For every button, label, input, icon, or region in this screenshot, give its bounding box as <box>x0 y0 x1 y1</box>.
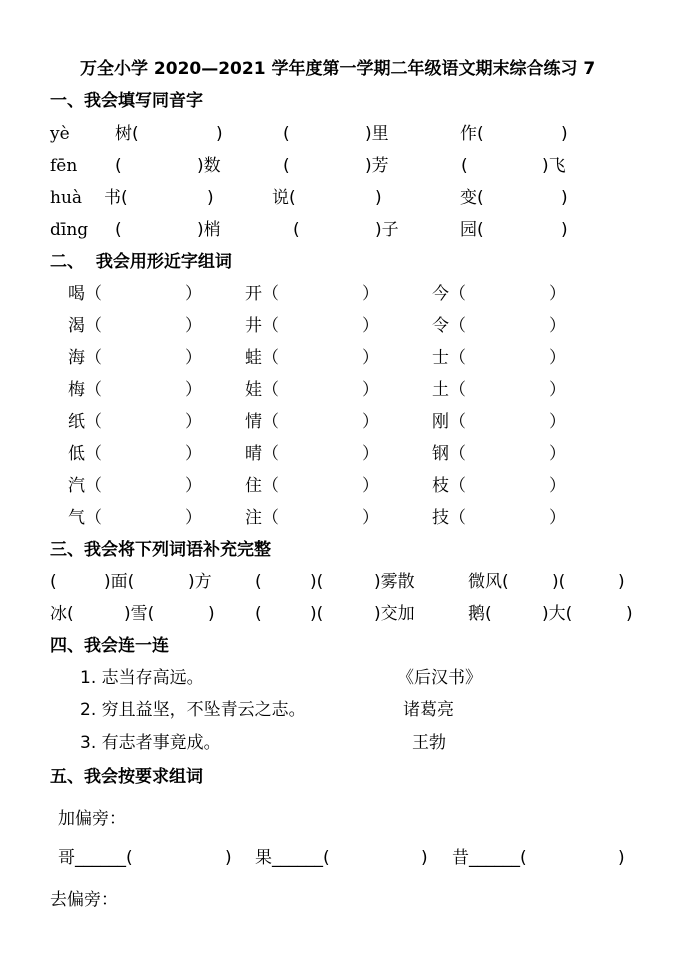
idiom-part: ) <box>626 604 633 624</box>
char-close: ） <box>549 380 566 400</box>
char-close: ） <box>549 316 566 336</box>
char-close: ） <box>185 316 202 336</box>
pinyin: huà <box>50 188 83 208</box>
idiom-part: )交加 <box>374 604 415 624</box>
char-open: 技（ <box>432 508 466 528</box>
word-blank-close: ) <box>618 848 625 868</box>
char-open: 海（ <box>68 348 102 368</box>
quote-item: 3. 有志者事竟成。 <box>80 733 221 753</box>
char-close: ） <box>362 508 379 528</box>
char-open: 枝（ <box>432 476 466 496</box>
char-close: ） <box>549 412 566 432</box>
char-close: ） <box>362 316 379 336</box>
char-close: ） <box>549 444 566 464</box>
idiom-part: ( <box>255 572 262 592</box>
char-open: 喝（ <box>68 284 102 304</box>
char-open: 晴（ <box>245 444 279 464</box>
idiom-part: )( <box>552 572 566 592</box>
pinyin: fēn <box>50 156 78 176</box>
word-open: ( <box>283 124 290 144</box>
add-radical-label: 加偏旁： <box>58 809 126 829</box>
word-blank-close: ) <box>225 848 232 868</box>
char-close: ） <box>185 444 202 464</box>
idiom-part: 冰( <box>50 604 74 624</box>
idiom-part: ) <box>618 572 625 592</box>
source-item: 王勃 <box>412 733 446 753</box>
char-open: 注（ <box>245 508 279 528</box>
char-close: ） <box>185 380 202 400</box>
word-blank-open: 哥______( <box>58 848 133 868</box>
char-close: ） <box>362 348 379 368</box>
word-open: ( <box>115 156 122 176</box>
remove-radical-label: 去偏旁： <box>50 890 118 910</box>
char-open: 开（ <box>245 284 279 304</box>
section-1-heading: 一、我会填写同音字 <box>50 91 203 111</box>
char-open: 梅（ <box>68 380 102 400</box>
char-close: ） <box>362 444 379 464</box>
word-open: 书( <box>104 188 128 208</box>
char-open: 今（ <box>432 284 466 304</box>
word-close: )里 <box>365 124 389 144</box>
quote-item: 1. 志当存高远。 <box>80 668 204 688</box>
char-open: 士（ <box>432 348 466 368</box>
char-open: 井（ <box>245 316 279 336</box>
char-close: ） <box>549 508 566 528</box>
char-close: ） <box>362 380 379 400</box>
idiom-part: )( <box>310 572 324 592</box>
char-open: 蛙（ <box>245 348 279 368</box>
char-open: 令（ <box>432 316 466 336</box>
word-close: ) <box>561 124 568 144</box>
word-close: )飞 <box>542 156 566 176</box>
word-open: 作( <box>460 124 484 144</box>
word-blank-open: 果______( <box>255 848 330 868</box>
word-open: 说( <box>272 188 296 208</box>
word-open: ( <box>461 156 468 176</box>
word-close: ) <box>561 220 568 240</box>
idiom-part: ( <box>50 572 57 592</box>
page-title: 万全小学 2020—2021 学年度第一学期二年级语文期末综合练习 7 <box>80 59 596 79</box>
word-close: )数 <box>197 156 221 176</box>
word-close: )梢 <box>197 220 221 240</box>
char-open: 渴（ <box>68 316 102 336</box>
idiom-part: 鹅( <box>468 604 492 624</box>
idiom-part: 微风( <box>468 572 509 592</box>
source-item: 《后汉书》 <box>397 668 482 688</box>
char-open: 低（ <box>68 444 102 464</box>
pinyin: dīng <box>50 220 89 240</box>
char-close: ） <box>185 508 202 528</box>
quote-item: 2. 穷且益坚，不坠青云之志。 <box>80 700 306 720</box>
idiom-part: )( <box>310 604 324 624</box>
word-open: 树( <box>115 124 139 144</box>
word-open: ( <box>115 220 122 240</box>
char-open: 土（ <box>432 380 466 400</box>
idiom-part: )方 <box>188 572 212 592</box>
pinyin: yè <box>50 124 70 144</box>
char-close: ） <box>185 348 202 368</box>
char-open: 娃（ <box>245 380 279 400</box>
source-item: 诸葛亮 <box>403 700 454 720</box>
idiom-part: )雾散 <box>374 572 415 592</box>
char-open: 刚（ <box>432 412 466 432</box>
char-close: ） <box>549 348 566 368</box>
word-close: ) <box>375 188 382 208</box>
char-open: 情（ <box>245 412 279 432</box>
word-open: ( <box>293 220 300 240</box>
char-open: 纸（ <box>68 412 102 432</box>
idiom-part: )面( <box>104 572 135 592</box>
word-blank-open: 昔______( <box>452 848 527 868</box>
char-close: ） <box>549 476 566 496</box>
char-close: ） <box>362 412 379 432</box>
idiom-part: )雪( <box>124 604 155 624</box>
word-close: ) <box>207 188 214 208</box>
idiom-part: ( <box>255 604 262 624</box>
section-2-heading: 二、 我会用形近字组词 <box>50 252 232 272</box>
section-3-heading: 三、我会将下列词语补充完整 <box>50 540 271 560</box>
char-open: 汽（ <box>68 476 102 496</box>
char-close: ） <box>185 476 202 496</box>
char-close: ） <box>362 284 379 304</box>
char-open: 气（ <box>68 508 102 528</box>
char-open: 住（ <box>245 476 279 496</box>
char-open: 钢（ <box>432 444 466 464</box>
word-open: 园( <box>460 220 484 240</box>
section-5-heading: 五、我会按要求组词 <box>50 767 203 787</box>
char-close: ） <box>549 284 566 304</box>
word-blank-close: ) <box>421 848 428 868</box>
word-close: ) <box>216 124 223 144</box>
char-close: ） <box>185 284 202 304</box>
word-close: )芳 <box>365 156 389 176</box>
idiom-part: )大( <box>542 604 573 624</box>
char-close: ） <box>185 412 202 432</box>
section-4-heading: 四、我会连一连 <box>50 636 169 656</box>
word-close: ) <box>561 188 568 208</box>
word-close: )子 <box>375 220 399 240</box>
idiom-part: ) <box>208 604 215 624</box>
word-open: 变( <box>460 188 484 208</box>
char-close: ） <box>362 476 379 496</box>
word-open: ( <box>283 156 290 176</box>
